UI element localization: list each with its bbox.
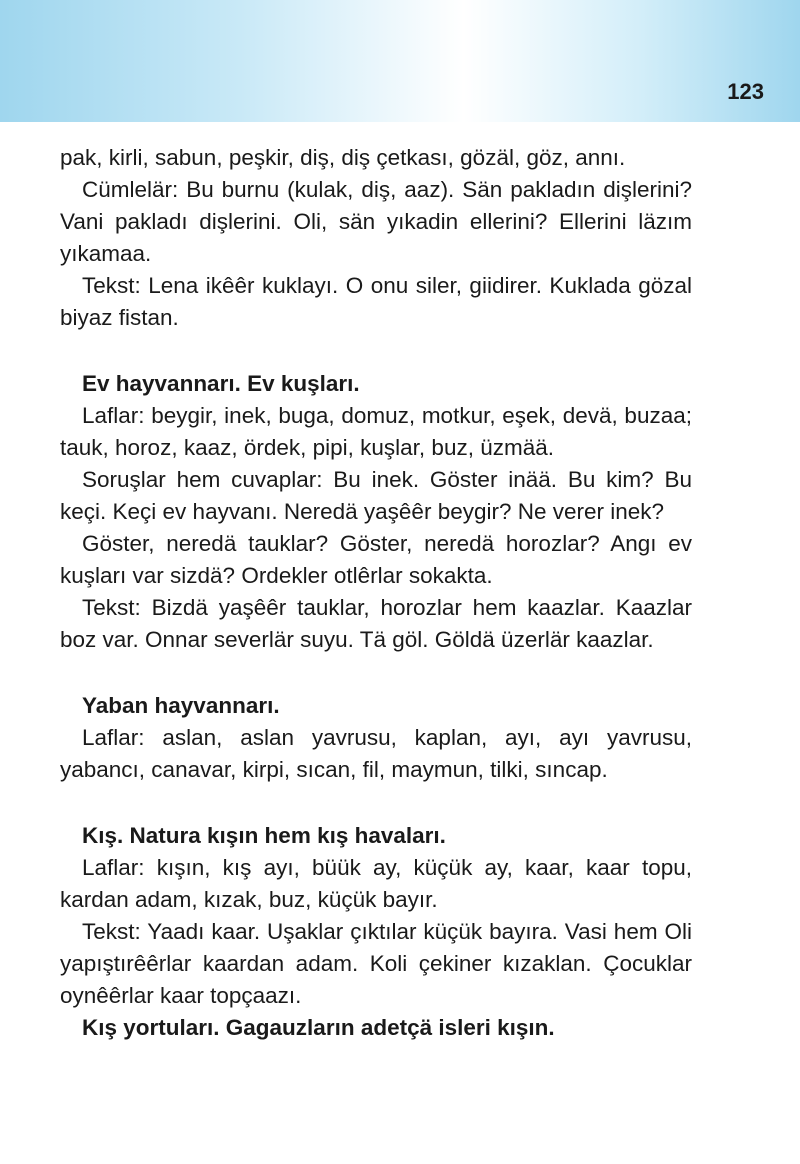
section-heading: Ev hayvannarı. Ev kuşları. <box>82 371 360 396</box>
header-band <box>0 0 800 122</box>
paragraph: Cümlelär: Bu burnu (kulak, diş, aaz). Sän pakladın dişlerini? Vani pakladı dişlerini. Oli, sän yıkadin ellerini? Ellerini läzım yıkamaa. <box>60 177 692 266</box>
paragraph: Laflar: kışın, kış ayı, büük ay, küçük ay, kaar, kaar topu, kardan adam, kızak, buz, küçük bayır. <box>60 855 692 912</box>
paragraph: Tekst: Yaadı kaar. Uşaklar çıktılar küçük bayıra. Vasi hem Oli yapıştırêêrlar kaardan adam. Koli çekiner kızaklan. Çocuklar oynêêrlar kaar topçaazı. <box>60 919 692 1008</box>
paragraph: Laflar: beygir, inek, buga, domuz, motkur, eşek, devä, buzaa; tauk, horoz, kaaz, ördek, pipi, kuşlar, buz, üzmää. <box>60 403 692 460</box>
paragraph: Tekst: Bizdä yaşêêr tauklar, horozlar hem kaazlar. Kaazlar boz var. Onnar severlär suyu. Tä göl. Göldä üzerlär kaazlar. <box>60 595 692 652</box>
paragraph: Göster, neredä tauklar? Göster, neredä horozlar? Angı ev kuşları var sizdä? Ordekler otlêrlar sokakta. <box>60 531 692 588</box>
paragraph: pak, kirli, sabun, peşkir, diş, diş çetkası, gözäl, göz, annı. <box>60 145 626 170</box>
paragraph: Laflar: aslan, aslan yavrusu, kaplan, ayı, ayı yavrusu, yabancı, canavar, kirpi, sıcan, fil, maymun, tilki, sıncap. <box>60 725 692 782</box>
section-heading: Kış. Natura kışın hem kış havaları. <box>82 823 446 848</box>
section-heading: Yaban hayvannarı. <box>82 693 280 718</box>
section-heading: Kış yortuları. Gagauzların adetçä isleri kışın. <box>82 1015 555 1040</box>
paragraph: Tekst: Lena ikêêr kuklayı. O onu siler, giidirer. Kuklada gözal biyaz fistan. <box>60 273 692 330</box>
paragraph: Soruşlar hem cuvaplar: Bu inek. Göster inää. Bu kim? Bu keçi. Keçi ev hayvanı. Neredä yaşêêr beygir? Ne verer inek? <box>60 467 692 524</box>
page-content <box>60 142 692 1044</box>
page-number: 123 <box>727 79 764 104</box>
